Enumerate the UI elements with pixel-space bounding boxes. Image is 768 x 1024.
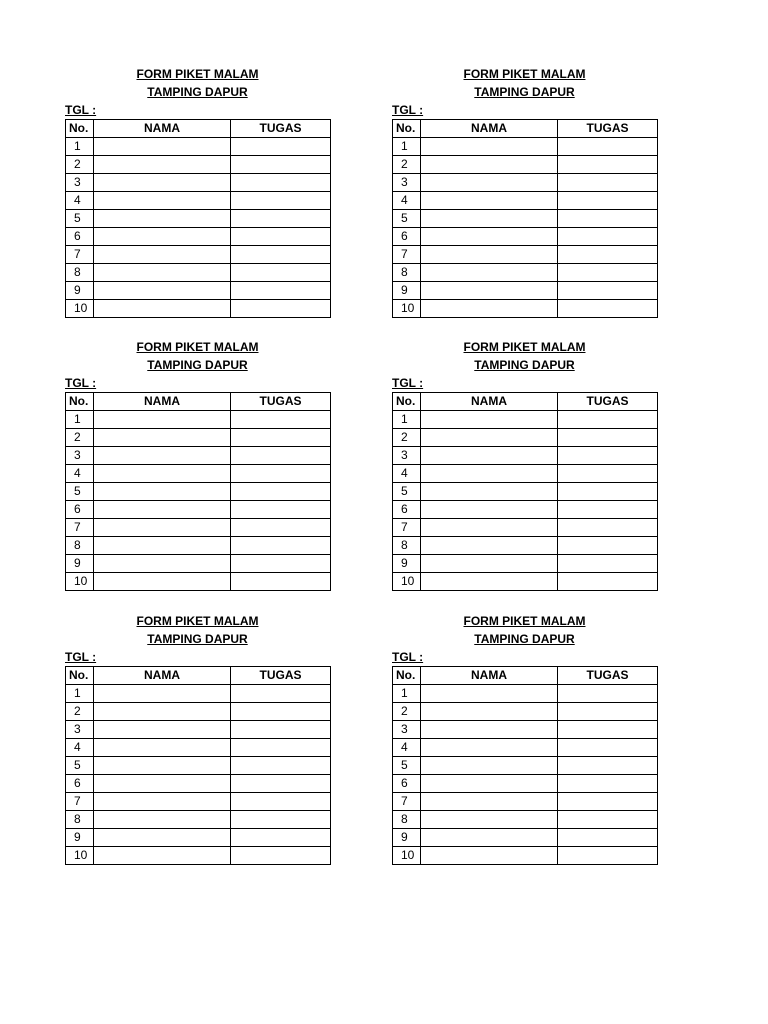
tugas-cell[interactable] — [558, 228, 658, 246]
tugas-cell[interactable] — [231, 483, 331, 501]
nama-cell[interactable] — [421, 138, 558, 156]
table-row — [393, 793, 658, 811]
row-number: 1 — [66, 411, 94, 429]
header-tugas: TUGAS — [558, 667, 658, 685]
form-subtitle: TAMPING DAPUR — [147, 85, 248, 99]
nama-cell[interactable] — [94, 685, 231, 703]
tugas-cell[interactable] — [558, 829, 658, 847]
piket-table — [392, 392, 658, 591]
header-no: No. — [66, 667, 94, 685]
tugas-cell[interactable] — [231, 757, 331, 775]
piket-form-1 — [65, 65, 330, 318]
row-number: 7 — [66, 519, 94, 537]
table-header-row — [393, 667, 658, 685]
nama-cell[interactable] — [421, 282, 558, 300]
nama-cell[interactable] — [94, 811, 231, 829]
tugas-cell[interactable] — [558, 447, 658, 465]
table-row — [393, 228, 658, 246]
table-row — [393, 537, 658, 555]
tugas-cell[interactable] — [231, 282, 331, 300]
tugas-cell[interactable] — [558, 174, 658, 192]
table-header-row — [393, 120, 658, 138]
form-title: FORM PIKET MALAM — [463, 340, 586, 354]
row-number: 5 — [66, 483, 94, 501]
row-number: 9 — [66, 282, 94, 300]
nama-cell[interactable] — [94, 282, 231, 300]
date-label: TGL : — [65, 376, 97, 390]
nama-cell[interactable] — [94, 192, 231, 210]
nama-cell[interactable] — [94, 246, 231, 264]
tugas-cell[interactable] — [231, 174, 331, 192]
nama-cell[interactable] — [94, 156, 231, 174]
row-number: 6 — [66, 775, 94, 793]
tugas-cell[interactable] — [558, 519, 658, 537]
header-nama: NAMA — [94, 393, 231, 411]
tugas-cell[interactable] — [558, 847, 658, 865]
row-number: 5 — [66, 210, 94, 228]
nama-cell[interactable] — [421, 228, 558, 246]
table-header-row — [66, 667, 331, 685]
tugas-cell[interactable] — [231, 138, 331, 156]
nama-cell[interactable] — [421, 537, 558, 555]
nama-cell[interactable] — [94, 793, 231, 811]
tugas-cell[interactable] — [231, 246, 331, 264]
row-number: 6 — [66, 501, 94, 519]
table-row — [393, 210, 658, 228]
nama-cell[interactable] — [421, 757, 558, 775]
row-number: 2 — [393, 703, 421, 721]
nama-cell[interactable] — [94, 757, 231, 775]
row-number: 6 — [66, 228, 94, 246]
tugas-cell[interactable] — [558, 573, 658, 591]
nama-cell[interactable] — [421, 793, 558, 811]
tugas-cell[interactable] — [558, 300, 658, 318]
row-number: 7 — [393, 246, 421, 264]
nama-cell[interactable] — [94, 483, 231, 501]
row-number: 10 — [393, 847, 421, 865]
tugas-cell[interactable] — [231, 228, 331, 246]
tugas-cell[interactable] — [558, 483, 658, 501]
nama-cell[interactable] — [421, 300, 558, 318]
tugas-cell[interactable] — [558, 703, 658, 721]
tugas-cell[interactable] — [231, 555, 331, 573]
table-row — [66, 537, 331, 555]
tugas-cell[interactable] — [231, 537, 331, 555]
tugas-cell[interactable] — [231, 429, 331, 447]
table-row — [66, 757, 331, 775]
row-number: 3 — [393, 721, 421, 739]
piket-form-5 — [65, 612, 330, 865]
nama-cell[interactable] — [94, 300, 231, 318]
header-no: No. — [393, 120, 421, 138]
tugas-cell[interactable] — [231, 465, 331, 483]
tugas-cell[interactable] — [231, 739, 331, 757]
nama-cell[interactable] — [94, 429, 231, 447]
tugas-cell[interactable] — [231, 192, 331, 210]
row-number: 9 — [393, 282, 421, 300]
row-number: 4 — [66, 465, 94, 483]
tugas-cell[interactable] — [558, 156, 658, 174]
row-number: 4 — [393, 739, 421, 757]
nama-cell[interactable] — [94, 555, 231, 573]
table-row — [66, 156, 331, 174]
row-number: 10 — [393, 300, 421, 318]
header-tugas: TUGAS — [231, 667, 331, 685]
row-number: 5 — [393, 210, 421, 228]
nama-cell[interactable] — [94, 174, 231, 192]
row-number: 9 — [66, 829, 94, 847]
table-header-row — [393, 393, 658, 411]
piket-form-3 — [65, 338, 330, 591]
table-row — [66, 793, 331, 811]
table-row — [66, 300, 331, 318]
piket-form-6 — [392, 612, 657, 865]
table-row — [393, 775, 658, 793]
table-row — [66, 210, 331, 228]
tugas-cell[interactable] — [231, 210, 331, 228]
nama-cell[interactable] — [421, 192, 558, 210]
form-subtitle: TAMPING DAPUR — [474, 358, 575, 372]
header-tugas: TUGAS — [558, 393, 658, 411]
nama-cell[interactable] — [94, 573, 231, 591]
table-row — [393, 847, 658, 865]
table-row — [66, 138, 331, 156]
form-title: FORM PIKET MALAM — [463, 67, 586, 81]
nama-cell[interactable] — [94, 465, 231, 483]
nama-cell[interactable] — [94, 519, 231, 537]
table-row — [66, 519, 331, 537]
form-title: FORM PIKET MALAM — [136, 340, 259, 354]
row-number: 4 — [66, 192, 94, 210]
row-number: 1 — [66, 138, 94, 156]
tugas-cell[interactable] — [558, 465, 658, 483]
row-number: 1 — [393, 411, 421, 429]
table-row — [66, 228, 331, 246]
row-number: 3 — [66, 447, 94, 465]
table-row — [66, 721, 331, 739]
tugas-cell[interactable] — [231, 685, 331, 703]
nama-cell[interactable] — [421, 447, 558, 465]
tugas-cell[interactable] — [231, 573, 331, 591]
nama-cell[interactable] — [94, 703, 231, 721]
tugas-cell[interactable] — [558, 685, 658, 703]
row-number: 5 — [393, 757, 421, 775]
table-row — [393, 811, 658, 829]
row-number: 1 — [393, 138, 421, 156]
table-row — [66, 703, 331, 721]
date-label: TGL : — [392, 376, 424, 390]
piket-table — [392, 119, 658, 318]
nama-cell[interactable] — [421, 501, 558, 519]
tugas-cell[interactable] — [231, 775, 331, 793]
row-number: 9 — [66, 555, 94, 573]
tugas-cell[interactable] — [558, 264, 658, 282]
nama-cell[interactable] — [421, 775, 558, 793]
nama-cell[interactable] — [421, 264, 558, 282]
row-number: 5 — [393, 483, 421, 501]
row-number: 8 — [393, 811, 421, 829]
table-row — [66, 447, 331, 465]
header-no: No. — [393, 393, 421, 411]
row-number: 3 — [66, 721, 94, 739]
nama-cell[interactable] — [421, 703, 558, 721]
nama-cell[interactable] — [94, 411, 231, 429]
row-number: 8 — [66, 811, 94, 829]
nama-cell[interactable] — [94, 210, 231, 228]
tugas-cell[interactable] — [231, 447, 331, 465]
nama-cell[interactable] — [421, 685, 558, 703]
table-row — [66, 739, 331, 757]
nama-cell[interactable] — [94, 537, 231, 555]
table-row — [393, 739, 658, 757]
table-row — [66, 811, 331, 829]
header-nama: NAMA — [94, 120, 231, 138]
row-number: 1 — [66, 685, 94, 703]
row-number: 2 — [66, 703, 94, 721]
nama-cell[interactable] — [421, 829, 558, 847]
nama-cell[interactable] — [94, 501, 231, 519]
row-number: 3 — [393, 174, 421, 192]
tugas-cell[interactable] — [231, 519, 331, 537]
table-row — [393, 300, 658, 318]
table-row — [66, 411, 331, 429]
table-row — [66, 192, 331, 210]
row-number: 4 — [66, 739, 94, 757]
tugas-cell[interactable] — [231, 829, 331, 847]
table-row — [393, 757, 658, 775]
nama-cell[interactable] — [94, 739, 231, 757]
form-title: FORM PIKET MALAM — [136, 67, 259, 81]
table-row — [66, 775, 331, 793]
tugas-cell[interactable] — [558, 555, 658, 573]
row-number: 4 — [393, 192, 421, 210]
row-number: 10 — [66, 300, 94, 318]
table-row — [66, 246, 331, 264]
date-label: TGL : — [65, 103, 97, 117]
header-nama: NAMA — [421, 667, 558, 685]
table-row — [393, 174, 658, 192]
table-row — [393, 555, 658, 573]
table-row — [393, 685, 658, 703]
table-row — [393, 519, 658, 537]
row-number: 8 — [66, 537, 94, 555]
table-row — [393, 721, 658, 739]
piket-form-2 — [392, 65, 657, 318]
table-row — [66, 483, 331, 501]
header-nama: NAMA — [94, 667, 231, 685]
row-number: 9 — [393, 555, 421, 573]
row-number: 1 — [393, 685, 421, 703]
table-row — [393, 411, 658, 429]
date-label: TGL : — [392, 103, 424, 117]
tugas-cell[interactable] — [558, 793, 658, 811]
nama-cell[interactable] — [94, 228, 231, 246]
nama-cell[interactable] — [421, 156, 558, 174]
nama-cell[interactable] — [421, 411, 558, 429]
row-number: 2 — [393, 156, 421, 174]
nama-cell[interactable] — [421, 246, 558, 264]
form-subtitle: TAMPING DAPUR — [147, 358, 248, 372]
table-row — [66, 685, 331, 703]
table-row — [393, 264, 658, 282]
row-number: 7 — [66, 793, 94, 811]
table-row — [393, 192, 658, 210]
row-number: 4 — [393, 465, 421, 483]
form-subtitle: TAMPING DAPUR — [474, 85, 575, 99]
row-number: 2 — [66, 429, 94, 447]
piket-table — [392, 666, 658, 865]
header-no: No. — [393, 667, 421, 685]
nama-cell[interactable] — [421, 811, 558, 829]
tugas-cell[interactable] — [558, 537, 658, 555]
table-row — [66, 465, 331, 483]
tugas-cell[interactable] — [558, 739, 658, 757]
table-row — [393, 703, 658, 721]
row-number: 10 — [66, 847, 94, 865]
tugas-cell[interactable] — [558, 501, 658, 519]
table-row — [393, 573, 658, 591]
row-number: 8 — [393, 264, 421, 282]
nama-cell[interactable] — [421, 573, 558, 591]
tugas-cell[interactable] — [558, 246, 658, 264]
tugas-cell[interactable] — [231, 264, 331, 282]
tugas-cell[interactable] — [231, 156, 331, 174]
tugas-cell[interactable] — [558, 775, 658, 793]
piket-table — [65, 392, 331, 591]
nama-cell[interactable] — [421, 429, 558, 447]
row-number: 7 — [393, 519, 421, 537]
nama-cell[interactable] — [94, 775, 231, 793]
table-row — [393, 447, 658, 465]
table-row — [393, 465, 658, 483]
table-row — [393, 246, 658, 264]
header-tugas: TUGAS — [231, 120, 331, 138]
tugas-cell[interactable] — [231, 811, 331, 829]
nama-cell[interactable] — [421, 739, 558, 757]
nama-cell[interactable] — [94, 138, 231, 156]
nama-cell[interactable] — [421, 555, 558, 573]
table-row — [393, 483, 658, 501]
tugas-cell[interactable] — [231, 411, 331, 429]
table-header-row — [66, 393, 331, 411]
tugas-cell[interactable] — [231, 501, 331, 519]
table-header-row — [66, 120, 331, 138]
nama-cell[interactable] — [94, 264, 231, 282]
row-number: 7 — [393, 793, 421, 811]
table-row — [393, 156, 658, 174]
nama-cell[interactable] — [421, 483, 558, 501]
header-no: No. — [66, 120, 94, 138]
table-row — [66, 282, 331, 300]
row-number: 8 — [393, 537, 421, 555]
tugas-cell[interactable] — [558, 811, 658, 829]
tugas-cell[interactable] — [558, 411, 658, 429]
header-nama: NAMA — [421, 393, 558, 411]
row-number: 2 — [66, 156, 94, 174]
tugas-cell[interactable] — [231, 721, 331, 739]
header-nama: NAMA — [421, 120, 558, 138]
table-row — [66, 429, 331, 447]
row-number: 5 — [66, 757, 94, 775]
tugas-cell[interactable] — [558, 138, 658, 156]
piket-table — [65, 119, 331, 318]
row-number: 3 — [66, 174, 94, 192]
nama-cell[interactable] — [421, 519, 558, 537]
tugas-cell[interactable] — [231, 703, 331, 721]
table-row — [66, 174, 331, 192]
row-number: 10 — [393, 573, 421, 591]
row-number: 8 — [66, 264, 94, 282]
tugas-cell[interactable] — [231, 793, 331, 811]
row-number: 6 — [393, 775, 421, 793]
tugas-cell[interactable] — [558, 210, 658, 228]
row-number: 6 — [393, 501, 421, 519]
row-number: 9 — [393, 829, 421, 847]
table-row — [393, 429, 658, 447]
row-number: 6 — [393, 228, 421, 246]
tugas-cell[interactable] — [231, 300, 331, 318]
table-row — [66, 829, 331, 847]
table-row — [393, 829, 658, 847]
table-row — [66, 847, 331, 865]
nama-cell[interactable] — [421, 465, 558, 483]
table-row — [66, 573, 331, 591]
nama-cell[interactable] — [421, 721, 558, 739]
form-title: FORM PIKET MALAM — [136, 614, 259, 628]
table-row — [66, 264, 331, 282]
tugas-cell[interactable] — [558, 429, 658, 447]
tugas-cell[interactable] — [558, 282, 658, 300]
nama-cell[interactable] — [94, 447, 231, 465]
table-row — [393, 501, 658, 519]
nama-cell[interactable] — [94, 847, 231, 865]
header-tugas: TUGAS — [231, 393, 331, 411]
form-subtitle: TAMPING DAPUR — [474, 632, 575, 646]
tugas-cell[interactable] — [558, 192, 658, 210]
row-number: 7 — [66, 246, 94, 264]
table-row — [66, 555, 331, 573]
header-no: No. — [66, 393, 94, 411]
tugas-cell[interactable] — [231, 847, 331, 865]
table-row — [66, 501, 331, 519]
table-row — [393, 138, 658, 156]
tugas-cell[interactable] — [558, 757, 658, 775]
date-label: TGL : — [65, 650, 97, 664]
form-subtitle: TAMPING DAPUR — [147, 632, 248, 646]
piket-form-4 — [392, 338, 657, 591]
tugas-cell[interactable] — [558, 721, 658, 739]
nama-cell[interactable] — [94, 721, 231, 739]
piket-table — [65, 666, 331, 865]
row-number: 10 — [66, 573, 94, 591]
row-number: 2 — [393, 429, 421, 447]
row-number: 3 — [393, 447, 421, 465]
table-row — [393, 282, 658, 300]
nama-cell[interactable] — [421, 174, 558, 192]
nama-cell[interactable] — [421, 847, 558, 865]
nama-cell[interactable] — [421, 210, 558, 228]
header-tugas: TUGAS — [558, 120, 658, 138]
date-label: TGL : — [392, 650, 424, 664]
form-title: FORM PIKET MALAM — [463, 614, 586, 628]
nama-cell[interactable] — [94, 829, 231, 847]
